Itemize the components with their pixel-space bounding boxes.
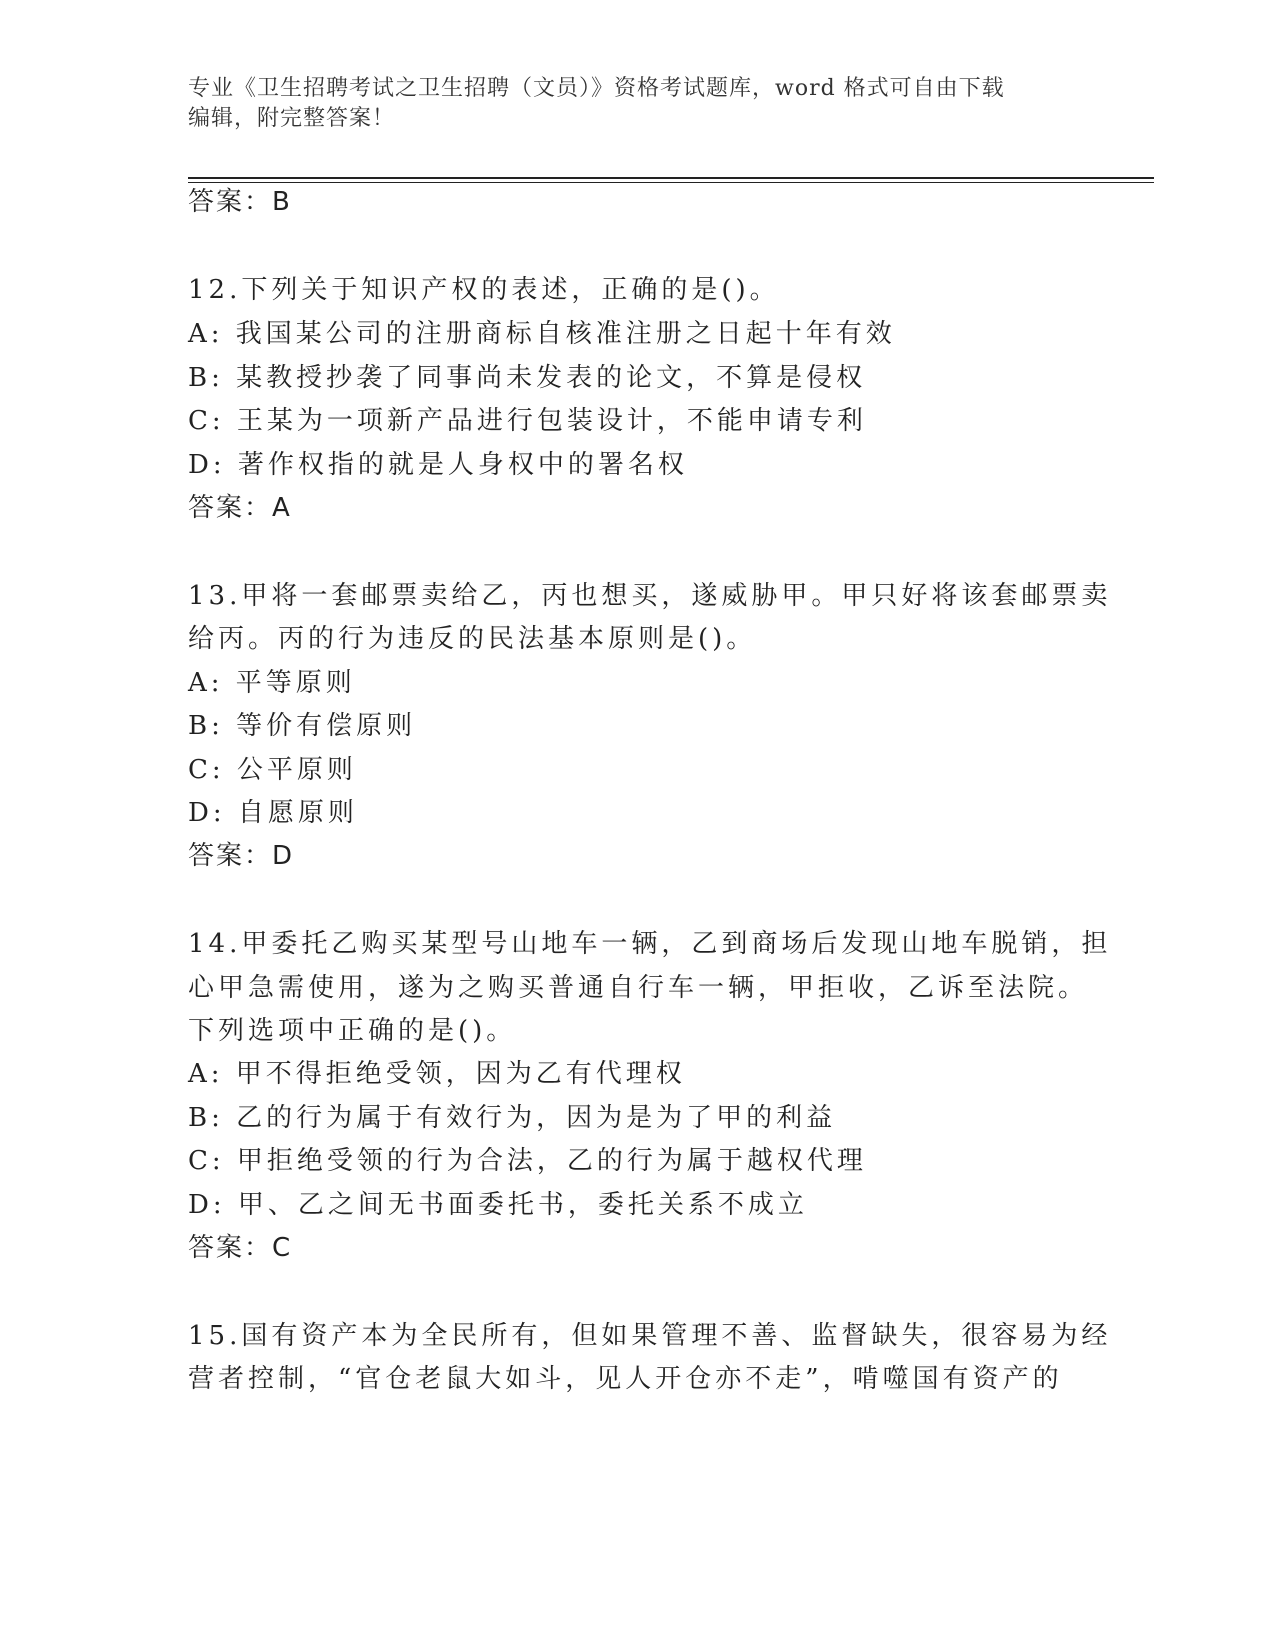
header-line-2: 编辑，附完整答案！ (188, 106, 396, 131)
question-text: 12.下列关于知识产权的表述，正确的是()。 (188, 275, 780, 305)
question-text: 心甲急需使用，遂为之购买普通自行车一辆，甲拒收，乙诉至法院。 (188, 973, 1089, 1003)
header-divider-thin (188, 182, 1154, 183)
header-line-1: 专业《卫生招聘考试之卫生招聘（文员）》资格考试题库，word 格式可自由下载 (188, 76, 1005, 101)
option-a: A: 我国某公司的注册商标自核准注册之日起十年有效 (188, 319, 896, 349)
answer-line: 答案：C (188, 1233, 293, 1263)
question-text: 14.甲委托乙购买某型号山地车一辆，乙到商场后发现山地车脱销，担 (188, 929, 1112, 959)
option-b: B: 乙的行为属于有效行为，因为是为了甲的利益 (188, 1103, 837, 1133)
option-a: A: 平等原则 (188, 668, 356, 698)
question-text: 营者控制，“官仓老鼠大如斗，见人开仓亦不走”，啃噬国有资产的 (188, 1364, 1063, 1394)
answer-line: 答案：A (188, 493, 292, 523)
option-a: A: 甲不得拒绝受领，因为乙有代理权 (188, 1059, 686, 1089)
answer-line: 答案：B (188, 187, 292, 217)
option-c: C: 甲拒绝受领的行为合法，乙的行为属于越权代理 (188, 1146, 867, 1176)
option-c: C: 公平原则 (188, 755, 357, 785)
option-b: B: 某教授抄袭了同事尚未发表的论文，不算是侵权 (188, 363, 867, 393)
option-c: C: 王某为一项新产品进行包装设计，不能申请专利 (188, 406, 867, 436)
option-d: D: 著作权指的就是人身权中的署名权 (188, 450, 688, 480)
question-text: 下列选项中正确的是()。 (188, 1016, 517, 1046)
answer-line: 答案：D (188, 841, 295, 871)
question-text: 给丙。丙的行为违反的民法基本原则是()。 (188, 624, 757, 654)
question-text: 13.甲将一套邮票卖给乙，丙也想买，遂威胁甲。甲只好将该套邮票卖 (188, 581, 1112, 611)
question-text: 15.国有资产本为全民所有，但如果管理不善、监督缺失，很容易为经 (188, 1321, 1112, 1351)
option-d: D: 自愿原则 (188, 798, 358, 828)
option-b: B: 等价有偿原则 (188, 711, 417, 741)
document-header (188, 74, 1068, 134)
header-divider-thick (188, 177, 1154, 179)
option-d: D: 甲、乙之间无书面委托书，委托关系不成立 (188, 1190, 808, 1220)
